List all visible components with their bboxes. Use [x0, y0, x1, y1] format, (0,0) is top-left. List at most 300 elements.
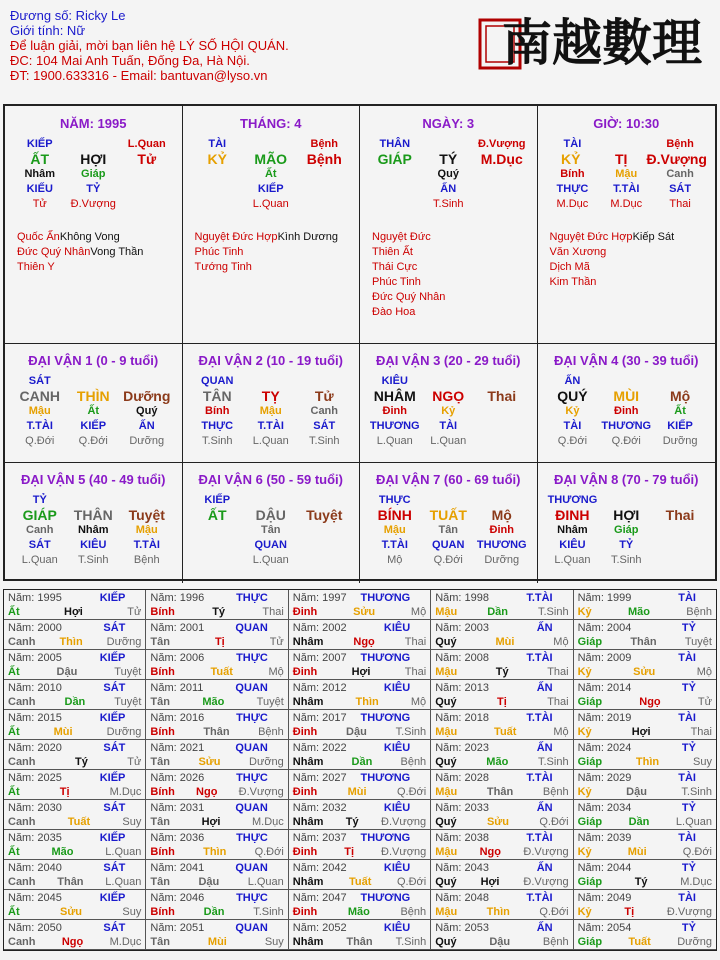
- ten-god: T.TÀI: [526, 652, 553, 664]
- star-name: Thái Cực: [372, 261, 418, 273]
- year-label: Năm: 2031: [150, 802, 205, 814]
- life-stage: Thai: [547, 696, 569, 708]
- pillar-value: KIẾP: [204, 494, 231, 506]
- pillar-value: [422, 137, 476, 152]
- life-stage: T.Sinh: [538, 756, 569, 768]
- pillar-value: GIÁP: [377, 151, 412, 167]
- ten-god: SÁT: [103, 802, 126, 814]
- pillar-value: TÝ: [439, 151, 458, 167]
- pillar-value: MÃO: [254, 151, 288, 167]
- year-row: [578, 665, 712, 679]
- branch: Hợi: [351, 666, 371, 678]
- ten-god: QUAN: [235, 802, 268, 814]
- star-line: [195, 230, 355, 245]
- pillar-value: [599, 374, 653, 389]
- year-row: [8, 861, 141, 875]
- stem: Quý: [435, 636, 457, 648]
- year-row: [293, 831, 426, 845]
- pillar-value: Bính: [560, 168, 585, 180]
- pillar-value: Tuyệt: [306, 507, 343, 523]
- pillar-value: TÀI: [439, 420, 458, 432]
- ten-god: TỶ: [681, 862, 696, 874]
- life-stage: L.Quan: [105, 846, 142, 858]
- ten-god: THỰC: [236, 712, 268, 724]
- star-line: [550, 245, 710, 260]
- pillar-value: L.Quan: [376, 435, 413, 447]
- year-row: [8, 681, 141, 695]
- pillar-value: Giáp: [614, 524, 639, 536]
- ten-god: T.TÀI: [526, 892, 553, 904]
- pillar-value: Tân: [438, 524, 459, 536]
- pillar-value: L.Quan: [252, 435, 289, 447]
- stem: Quý: [435, 816, 457, 828]
- ten-god: KIẾP: [99, 892, 126, 904]
- year-label: Năm: 2041: [150, 862, 205, 874]
- year-row: [293, 935, 426, 949]
- year-row: [293, 621, 426, 635]
- year-cell: [146, 740, 288, 770]
- year-row: [8, 935, 141, 949]
- life-stage: Bệnh: [400, 756, 427, 768]
- pillar-value: Q.Đới: [78, 435, 108, 447]
- ten-god: KIÊU: [383, 682, 411, 694]
- ten-god: KIẾP: [99, 712, 126, 724]
- pillar-row: [5, 182, 182, 197]
- year-row: [8, 635, 141, 649]
- year-label: Năm: 2024: [577, 742, 632, 754]
- life-stage: Q.Đới: [254, 846, 284, 858]
- pillar-value: T.Sinh: [308, 435, 340, 447]
- year-row: [578, 935, 712, 949]
- life-stage: Suy: [122, 816, 142, 828]
- year-cell: [431, 710, 573, 740]
- dai-van-5: [5, 463, 183, 583]
- header-line: Giới tính: Nữ: [10, 23, 86, 38]
- stem: Nhâm: [292, 876, 324, 888]
- branch: Tý: [74, 756, 88, 768]
- year-label: Năm: 2038: [435, 832, 489, 844]
- ten-god: KIÊU: [383, 622, 411, 634]
- year-row: [293, 725, 426, 739]
- branch: Dần: [628, 816, 650, 828]
- pillar-value: GIÁP: [22, 507, 57, 523]
- pillar-value: [191, 167, 245, 182]
- pillar-value: Tân: [260, 524, 281, 536]
- pillar-value: L.Quan: [127, 138, 166, 150]
- year-label: Năm: 2025: [8, 772, 62, 784]
- year-label: Năm: 2036: [150, 832, 205, 844]
- ten-god: TÀI: [678, 832, 696, 844]
- life-stage: Đ.Vượng: [238, 786, 284, 798]
- pillar-row: [5, 137, 182, 152]
- pillar-row: [538, 404, 716, 419]
- pillar-value: ĐINH: [555, 507, 590, 523]
- pillar-value: ẤT: [30, 151, 50, 167]
- branch: Thân: [203, 726, 230, 738]
- pillar-value: [298, 538, 352, 553]
- year-cell: [431, 680, 573, 710]
- year-row: [8, 875, 141, 889]
- pillar-value: Mậu: [259, 405, 282, 417]
- ten-god: THƯƠNG: [360, 592, 411, 604]
- dai-van-6: [183, 463, 361, 583]
- pillar-row: [538, 538, 716, 553]
- pillar-row: [5, 553, 182, 568]
- year-label: Năm: 2015: [8, 712, 62, 724]
- pillar-value: [298, 553, 352, 568]
- branch: Thân: [486, 786, 514, 798]
- year-cell: [146, 830, 288, 860]
- pillar-value: T.TÀI: [381, 539, 408, 551]
- year-label: Năm: 2019: [577, 712, 632, 724]
- stem: Giáp: [577, 696, 603, 708]
- pillar-row: [183, 419, 360, 434]
- pillar-value: THÌN: [76, 388, 110, 404]
- year-cell: [289, 860, 431, 890]
- pillars-grid: [3, 104, 717, 581]
- year-label: Năm: 2005: [8, 652, 62, 664]
- year-row: [8, 741, 141, 755]
- pillar-value: TUẤT: [429, 507, 467, 523]
- year-cell: [574, 650, 716, 680]
- ten-god: TỶ: [681, 682, 696, 694]
- ten-god: TÀI: [678, 712, 696, 724]
- pillar-value: THƯƠNG: [369, 420, 420, 432]
- pillar-value: KỶ: [561, 151, 581, 167]
- branch: Thìn: [59, 636, 83, 648]
- year-row: [578, 861, 712, 875]
- star-name: Nguyệt Đức: [372, 231, 431, 243]
- stem: Canh: [8, 936, 36, 948]
- pillar-value: L.Quan: [554, 554, 591, 566]
- year-row: [8, 815, 141, 829]
- year-row: [435, 591, 568, 605]
- star-line: [17, 245, 177, 260]
- star-name: Phúc Tinh: [372, 276, 421, 288]
- pillar-value: [368, 167, 422, 182]
- life-stage: M.Dục: [109, 786, 142, 798]
- year-row: [578, 681, 712, 695]
- pillar-value: [244, 493, 298, 508]
- pillar-value: Mộ: [669, 388, 691, 404]
- ten-god: THỰC: [236, 832, 268, 844]
- pillar-value: KIÊU: [559, 539, 586, 551]
- year-cell: [574, 710, 716, 740]
- year-label: Năm: 2002: [292, 622, 347, 634]
- pillar-2: [183, 106, 361, 344]
- pillar-value: THỰC: [556, 183, 589, 195]
- ten-god: T.TÀI: [526, 832, 553, 844]
- pillar-value: [422, 374, 476, 389]
- year-row: [578, 921, 712, 935]
- year-label: Năm: 2010: [8, 682, 62, 694]
- header-line: ĐC: 104 Mai Anh Tuấn, Đống Đa, Hà Nội.: [10, 53, 250, 68]
- pillar-value: Mậu: [615, 168, 638, 180]
- branch: Mão: [51, 846, 74, 858]
- year-label: Năm: 2028: [435, 772, 489, 784]
- ten-god: SÁT: [103, 622, 126, 634]
- ten-god: TỶ: [681, 922, 696, 934]
- pillar-value: KIẾP: [80, 420, 107, 432]
- life-stage: Mộ: [410, 696, 427, 708]
- star-name: Tướng Tinh: [194, 261, 252, 273]
- ten-god: KIÊU: [383, 742, 411, 754]
- branch: Tị: [344, 846, 355, 858]
- year-row: [150, 891, 283, 905]
- year-row: [578, 755, 712, 769]
- ten-god: KIÊU: [383, 922, 411, 934]
- year-row: [8, 711, 141, 725]
- year-row: [293, 695, 426, 709]
- pillar-value: Dưỡng: [484, 554, 520, 566]
- pillar-value: [298, 493, 352, 508]
- year-row: [8, 921, 141, 935]
- year-row: [293, 635, 426, 649]
- year-cell: [289, 830, 431, 860]
- pillar-title: NĂM: 1995: [60, 116, 127, 131]
- pillar-value: [599, 137, 653, 152]
- stem: Đinh: [292, 786, 318, 798]
- year-row: [578, 785, 712, 799]
- star-name: Kim Thần: [549, 276, 597, 288]
- pillar-title: THÁNG: 4: [240, 116, 302, 131]
- stars-list: [550, 230, 710, 290]
- pillar-value: Tuyệt: [128, 507, 165, 523]
- ten-god: SÁT: [103, 862, 126, 874]
- pillar-value: QUAN: [254, 539, 287, 551]
- pillar-value: [67, 137, 121, 152]
- year-row: [8, 891, 141, 905]
- life-stage: L.Quan: [105, 876, 142, 888]
- year-label: Năm: 2053: [435, 922, 489, 934]
- pillar-value: ẤN: [564, 375, 581, 387]
- year-row: [150, 875, 283, 889]
- year-row: [435, 845, 568, 859]
- pillar-value: L.Quan: [252, 198, 289, 210]
- branch: Sửu: [353, 606, 376, 618]
- pillar-row: [183, 167, 360, 182]
- ten-god: THỰC: [236, 892, 268, 904]
- year-cell: [574, 590, 716, 620]
- year-cell: [431, 620, 573, 650]
- stem: Quý: [435, 696, 457, 708]
- pillar-row: [5, 434, 182, 449]
- year-row: [150, 635, 283, 649]
- star-line: [17, 260, 177, 275]
- year-row: [8, 801, 141, 815]
- year-row: [8, 845, 141, 859]
- pillar-value: Bệnh: [306, 151, 342, 167]
- pillar-value: [475, 197, 529, 212]
- pillar-value: THỰC: [201, 420, 234, 432]
- dai-van-7: [360, 463, 538, 583]
- ten-god: QUAN: [235, 862, 268, 874]
- year-row: [435, 771, 568, 785]
- pillar-row: [183, 523, 360, 538]
- stem: Mậu: [435, 726, 458, 738]
- pillar-value: M.Dục: [480, 151, 523, 167]
- year-cell: [289, 650, 431, 680]
- ten-god: TỶ: [681, 622, 696, 634]
- year-label: Năm: 2027: [292, 772, 347, 784]
- year-cell: [4, 890, 146, 920]
- year-cell: [574, 920, 716, 950]
- pillar-value: TỶ: [86, 183, 101, 195]
- year-label: Năm: 2029: [577, 772, 632, 784]
- life-stage: Q.Đới: [396, 876, 427, 888]
- pillar-value: [298, 182, 352, 197]
- pillar-value: Canh: [310, 405, 338, 417]
- year-label: Năm: 1997: [292, 592, 347, 604]
- pillar-value: Dưỡng: [129, 435, 165, 447]
- stem: Tân: [150, 756, 170, 768]
- year-label: Năm: 2014: [577, 682, 632, 694]
- year-cell: [289, 740, 431, 770]
- stem: Nhâm: [292, 636, 324, 648]
- year-row: [150, 695, 283, 709]
- branch: Tý: [634, 876, 648, 888]
- pillar-value: [191, 538, 245, 553]
- branch: Thìn: [486, 906, 510, 918]
- stem: Tân: [150, 936, 170, 948]
- life-stage: Thai: [690, 726, 712, 738]
- year-cell: [289, 800, 431, 830]
- stem: Nhâm: [292, 756, 324, 768]
- pillar-value: Tử: [137, 151, 157, 167]
- pillar-value: Bính: [205, 405, 230, 417]
- pillar-value: [653, 523, 707, 538]
- year-row: [435, 621, 568, 635]
- year-row: [435, 861, 568, 875]
- year-row: [293, 711, 426, 725]
- year-cell: [574, 740, 716, 770]
- dai-van-title: ĐẠI VẬN 5 (40 - 49 tuổi): [21, 472, 166, 487]
- dai-van-1: [5, 344, 183, 463]
- pillar-value: [191, 553, 245, 568]
- year-cell: [4, 680, 146, 710]
- pillar-row: [538, 167, 716, 182]
- pillar-value: [475, 182, 529, 197]
- pillar-value: Ất: [264, 168, 277, 180]
- year-row: [150, 861, 283, 875]
- year-row: [578, 651, 712, 665]
- year-row: [435, 785, 568, 799]
- year-cell: [574, 830, 716, 860]
- stem: Kỷ: [577, 606, 592, 618]
- year-label: Năm: 2032: [292, 802, 347, 814]
- pillar-value: Mậu: [135, 524, 158, 536]
- branch: Ngọ: [479, 846, 501, 858]
- year-cell: [574, 890, 716, 920]
- year-row: [8, 605, 141, 619]
- pillar-value: Canh: [666, 168, 694, 180]
- year-row: [150, 621, 283, 635]
- pillar-row: [183, 493, 360, 508]
- year-row: [150, 815, 283, 829]
- ten-god: QUAN: [235, 622, 268, 634]
- pillar-value: Q.Đới: [433, 554, 463, 566]
- year-cell: [289, 710, 431, 740]
- branch: Tý: [212, 606, 226, 618]
- annual-luck-grid: [3, 589, 717, 951]
- year-row: [435, 681, 568, 695]
- stem: Giáp: [577, 816, 603, 828]
- pillar-value: [653, 553, 707, 568]
- year-label: Năm: 2039: [577, 832, 632, 844]
- pillar-row: [538, 137, 716, 152]
- life-stage: Tử: [127, 756, 142, 768]
- branch: Tuất: [348, 876, 372, 888]
- ten-god: KIẾP: [99, 652, 126, 664]
- pillar-value: [67, 374, 121, 389]
- pillar-row: [538, 197, 716, 212]
- pillar-row: [5, 508, 182, 523]
- year-row: [578, 621, 712, 635]
- pillar-row: [360, 167, 537, 182]
- branch: Ngọ: [61, 936, 84, 948]
- pillar-value: Q.Đới: [611, 435, 641, 447]
- stem: Đinh: [292, 726, 318, 738]
- year-cell: [146, 890, 288, 920]
- pillar-value: [475, 374, 529, 389]
- pillar-value: Mậu: [383, 524, 406, 536]
- stem: Bính: [150, 606, 175, 618]
- ten-god: KIẾP: [99, 592, 126, 604]
- pillar-value: TỴ: [261, 388, 280, 404]
- branch: Mùi: [53, 726, 73, 738]
- pillar-row: [5, 389, 182, 404]
- life-stage: Thai: [404, 636, 427, 648]
- year-row: [8, 905, 141, 919]
- ten-god: KIÊU: [383, 862, 411, 874]
- pillar-value: Q.Đới: [557, 435, 588, 447]
- pillar-value: [244, 374, 298, 389]
- life-stage: Q.Đới: [396, 786, 427, 798]
- pillar-value: TÀI: [563, 138, 582, 150]
- star-line: [195, 260, 355, 275]
- pillar-value: T.TÀI: [257, 420, 284, 432]
- branch: Dậu: [346, 726, 367, 738]
- year-row: [150, 681, 283, 695]
- life-stage: Thai: [404, 666, 427, 678]
- ten-god: SÁT: [103, 742, 126, 754]
- year-row: [150, 785, 283, 799]
- branch: Dậu: [489, 936, 511, 948]
- year-cell: [431, 740, 573, 770]
- ten-god: KIẾP: [99, 832, 126, 844]
- ten-god: TỶ: [681, 802, 696, 814]
- pillar-value: THÂN: [379, 138, 411, 150]
- branch: Hợi: [631, 726, 651, 738]
- pillar-value: Nhâm: [24, 168, 56, 180]
- ten-god: T.TÀI: [526, 772, 553, 784]
- pillar-value: Tử: [32, 198, 47, 210]
- life-stage: Đ.Vượng: [523, 876, 569, 888]
- pillar-row: [5, 167, 182, 182]
- pillar-value: KIÊU: [80, 539, 107, 551]
- pillar-value: Quý: [437, 168, 459, 180]
- life-stage: Dưỡng: [106, 636, 142, 648]
- year-row: [150, 801, 283, 815]
- branch: Thân: [57, 876, 84, 888]
- pillar-value: Đ.Vượng: [646, 151, 707, 167]
- pillar-row: [183, 434, 360, 449]
- pillar-row: [360, 538, 537, 553]
- year-cell: [4, 590, 146, 620]
- year-label: Năm: 2043: [435, 862, 489, 874]
- pillar-value: TÂN: [202, 388, 232, 404]
- pillar-value: [244, 137, 298, 152]
